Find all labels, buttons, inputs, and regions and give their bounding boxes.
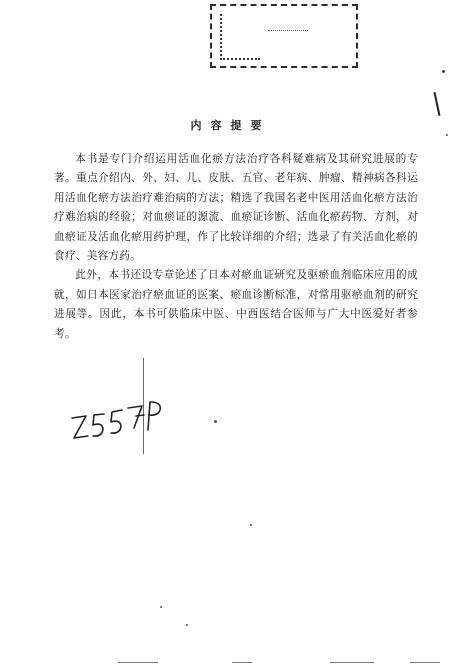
page-edge-mark xyxy=(410,662,440,663)
summary-paragraph-2: 此外，本书还设专章论述了日本对瘀血证研究及驱瘀血剂临床应用的成就，如日本医家治疗瘀血证的医案、瘀血诊断标准，对常用驱瘀血剂的研究进展等。因此，本书可供临床中医、中西医结合医师与广大中医爱好者参考。 xyxy=(54,269,418,340)
page-speck xyxy=(186,624,188,626)
stamp-inner-mark xyxy=(220,14,260,60)
margin-scratch-mark xyxy=(434,92,441,116)
handwritten-call-number xyxy=(66,396,176,456)
page-speck xyxy=(214,420,217,423)
page-edge-mark xyxy=(330,662,374,663)
stamp-speck xyxy=(268,30,308,45)
margin-speck xyxy=(442,70,445,73)
page-speck xyxy=(250,524,252,526)
library-stamp xyxy=(210,4,358,68)
page-edge-mark xyxy=(118,662,158,663)
page-speck xyxy=(160,606,162,608)
summary-body xyxy=(54,150,418,344)
summary-paragraph-1: 本书是专门介绍运用活血化瘀方法治疗各科疑难病及其研究进展的专著。重点介绍内、外、妇、儿、皮肤、五官、老年病、肿瘤、精神病各科运用活血化瘀方法治疗难治病的方法；精选了我国名老中医用活血化瘀方法治疗难治病的经验；对血瘀证的源流、血瘀证诊断、活血化瘀药物、方剂，对血瘀证及活血化瘀用药护理，作了比较详细的介绍；选录了有关活血化瘀的食疗、美容方药。 xyxy=(54,153,418,263)
page-edge-mark xyxy=(232,662,252,663)
page-speck xyxy=(446,134,448,136)
page-heading: 内容提要 xyxy=(190,119,271,132)
